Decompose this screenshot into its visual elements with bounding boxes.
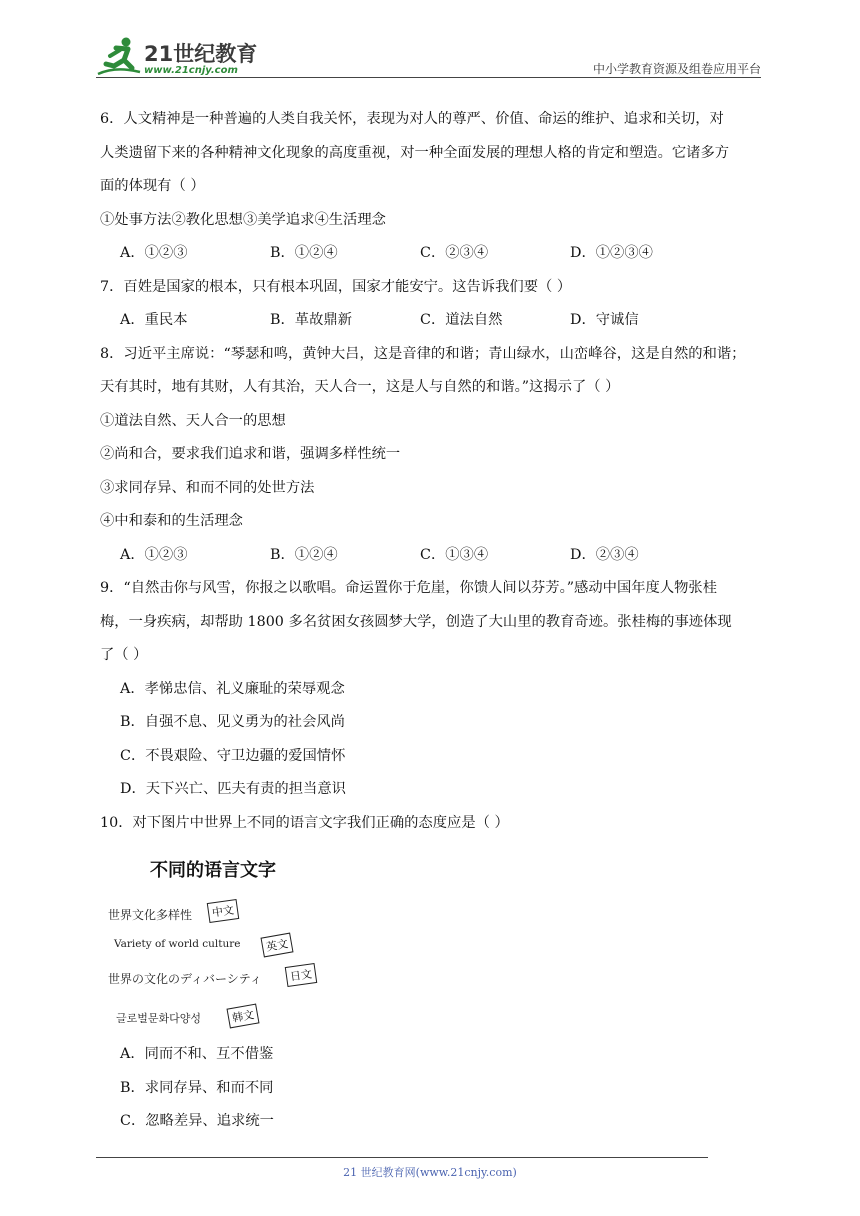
logo	[96, 36, 266, 78]
tag-english: 英文	[260, 933, 293, 958]
figure-line-japanese: 世界の文化のディバーシティ	[108, 972, 262, 986]
document-body	[100, 103, 766, 1139]
footer-divider	[96, 1157, 708, 1158]
q8-option-d: D．②③④	[570, 546, 639, 563]
q9-option-c: C．不畏艰险、守卫边疆的爱国情怀	[120, 747, 346, 764]
q10-option-b: B．求同存异、和而不同	[120, 1079, 274, 1096]
footer-text: 21 世纪教育网(www.21cnjy.com)	[343, 1166, 517, 1179]
q8-item-4: ④中和泰和的生活理念	[100, 513, 243, 529]
q10-option-c: C．忽略差异、追求统一	[120, 1113, 274, 1129]
q7-option-a: A．重民本	[120, 312, 188, 328]
figure-title: 不同的语言文字	[150, 860, 276, 881]
q6-options	[100, 237, 766, 271]
q9-option-b: B．自强不息、见义勇为的社会风尚	[120, 714, 345, 730]
q6-option-a: A．①②③	[120, 245, 188, 261]
q8-stem-line-2: 天有其时，地有其财，人有其治，天人合一，这是人与自然的和谐。”这揭示了（ ）	[100, 379, 620, 395]
tag-korean: 韩文	[226, 1004, 259, 1029]
q10-stem: 10．对下图片中世界上不同的语言文字我们正确的态度应是（ ）	[100, 814, 509, 831]
language-figure	[104, 844, 364, 1024]
tag-chinese: 中文	[207, 899, 239, 923]
q8-item-1: ①道法自然、天人合一的思想	[100, 412, 286, 429]
q8-options	[100, 539, 766, 573]
q6-option-d: D．①②③④	[570, 245, 653, 261]
q8-option-a: A．①②③	[120, 546, 188, 563]
tag-japanese: 日文	[285, 963, 317, 987]
q6-option-c: C．②③④	[420, 245, 489, 261]
q8-option-c: C．①③④	[420, 546, 489, 563]
q7-option-c: C．道法自然	[420, 312, 503, 328]
q7-stem: 7．百姓是国家的根本，只有根本巩固，国家才能安宁。这告诉我们要（ ）	[100, 278, 572, 295]
figure-line-english: Variety of world culture	[114, 938, 241, 950]
platform-name: 中小学教育资源及组卷应用平台	[592, 62, 761, 76]
header-divider	[96, 77, 761, 78]
q7-option-d: D．守诚信	[570, 312, 639, 328]
q6-items: ①处事方法②教化思想③美学追求④生活理念	[100, 211, 386, 228]
q8-item-2: ②尚和合，要求我们追求和谐，强调多样性统一	[100, 446, 401, 462]
logo-text: 21世纪教育	[144, 42, 258, 66]
q9-option-d: D．天下兴亡、匹夫有责的担当意识	[120, 781, 346, 797]
q8-item-3: ③求同存异、和而不同的处世方法	[100, 479, 315, 496]
figure-line-korean: 글로벌문화다양성	[116, 1012, 202, 1025]
q10-option-a: A．同而不和、互不借鉴	[120, 1046, 274, 1062]
q6-stem-line-1: 6．人文精神是一种普遍的人类自我关怀，表现为对人的尊严、价值、命运的维护、追求和关切，对	[100, 111, 724, 127]
q9-stem-line-1: 9．“自然击你与风雪，你报之以歌唱。命运置你于危崖，你馈人间以芬芳。”感动中国年度人物张桂	[100, 580, 718, 596]
q9-stem-line-2: 梅，一身疾病，却帮助 1800 多名贫困女孩圆梦大学，创造了大山里的教育奇迹。张桂梅的事迹体现	[100, 613, 732, 630]
q7-option-b: B．革故鼎新	[270, 312, 352, 328]
q6-stem-line-2: 人类遗留下来的各种精神文化现象的高度重视，对一种全面发展的理想人格的肯定和塑造。它诸多方	[100, 144, 730, 161]
q8-option-b: B．①②④	[270, 546, 338, 563]
q6-stem-line-3: 面的体现有（ ）	[100, 178, 205, 194]
q9-option-a: A．孝悌忠信、礼义廉耻的荣辱观念	[120, 680, 345, 697]
q6-option-b: B．①②④	[270, 245, 338, 261]
logo-url: www.21cnjy.com	[144, 65, 238, 76]
page-header	[96, 30, 761, 80]
q7-options	[100, 304, 766, 338]
runner-logo-icon	[96, 36, 142, 78]
figure-line-chinese: 世界文化多样性	[108, 908, 193, 922]
q9-stem-line-3: 了（ ）	[100, 647, 148, 663]
q8-stem-line-1: 8．习近平主席说：“琴瑟和鸣，黄钟大吕，这是音律的和谐；青山绿水，山峦峰谷，这是自然的和谐；	[100, 345, 746, 362]
